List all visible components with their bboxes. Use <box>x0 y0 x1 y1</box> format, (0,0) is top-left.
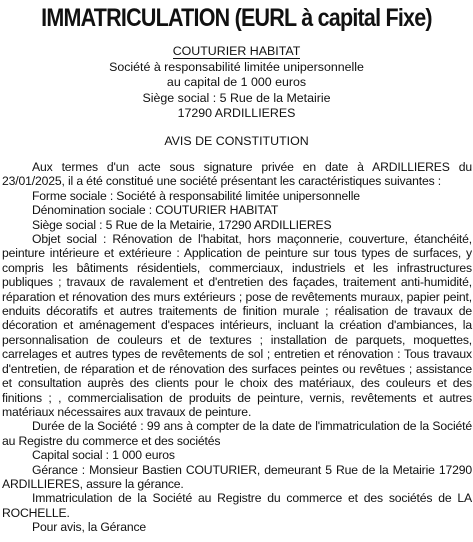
paragraph-immatriculation: Immatriculation de la Société au Registre du commerce et des sociétés de LA ROCHELLE. <box>2 491 472 520</box>
notice-body <box>2 160 472 535</box>
avis-title: AVIS DE CONSTITUTION <box>164 134 309 148</box>
company-name: COUTURIER HABITAT <box>172 44 301 58</box>
legal-form: Société à responsabilité limitée unipersonnelle <box>109 59 364 74</box>
paragraph-forme: Forme sociale : Société à responsabilité limitée unipersonnelle <box>32 188 360 203</box>
paragraph-objet: Objet social : Rénovation de l'habitat, hors maçonnerie, couverture, étanchéité, peinture intérieure et extérieure : Application de peinture sur tous types de surfaces, y compris les bâtiments résidentiels, commerciaux, industriels et les infrastructures publiques ; travaux de ravalement et d'entretien des façades, traitement anti-humidité, réparation et rénovation des murs extérieurs ; pose de revêtements muraux, papier peint, enduits décoratifs et autres traitements de finition murale ; réalisation de travaux de décoration et aménagement d'espaces intérieurs, incluant la création d'ambiances, la personnalisation de couleurs et de textures ; installation de parquets, moquettes, carrelages et autres types de revêtements de sol ; entretien et rénovation : Tous travaux d'entretien, de réparation et de rénovation des surfaces peintes ou revêtues ; assistance et consultation auprès des clients pour le choix des matériaux, des couleurs et des finitions ; , commercialisation de produits de peinture, vernis, revêtements et autres matériaux nécessaires aux travaux de peinture. <box>2 232 472 419</box>
paragraph-duree: Durée de la Société : 99 ans à compter de la date de l'immatriculation de la Société au Registre du commerce et des sociétés <box>2 419 472 448</box>
paragraph-denomination: Dénomination sociale : COUTURIER HABITAT <box>32 203 279 218</box>
siege-line: Siège social : 5 Rue de la Metairie <box>142 90 331 105</box>
notice-title: IMMATRICULATION (EURL à capital Fixe) <box>41 4 432 32</box>
city-line: 17290 ARDILLIERES <box>177 106 296 120</box>
paragraph-siege: Siège social : 5 Rue de la Metairie, 17290 ARDILLIERES <box>32 217 332 232</box>
capital-line: au capital de 1 000 euros <box>166 75 307 89</box>
paragraph-capital: Capital social : 1 000 euros <box>32 448 175 463</box>
paragraph-gerance: Gérance : Monsieur Bastien COUTURIER, demeurant 5 Rue de la Metairie 17290 ARDILLIERES, assure la gérance. <box>2 462 472 491</box>
company-header <box>0 44 473 122</box>
paragraph-intro: Aux termes d'un acte sous signature privée en date à ARDILLIERES du 23/01/2025, il a été constitué une société présentant les caractéristiques suivantes : <box>2 160 472 189</box>
paragraph-signature: Pour avis, la Gérance <box>32 520 147 535</box>
